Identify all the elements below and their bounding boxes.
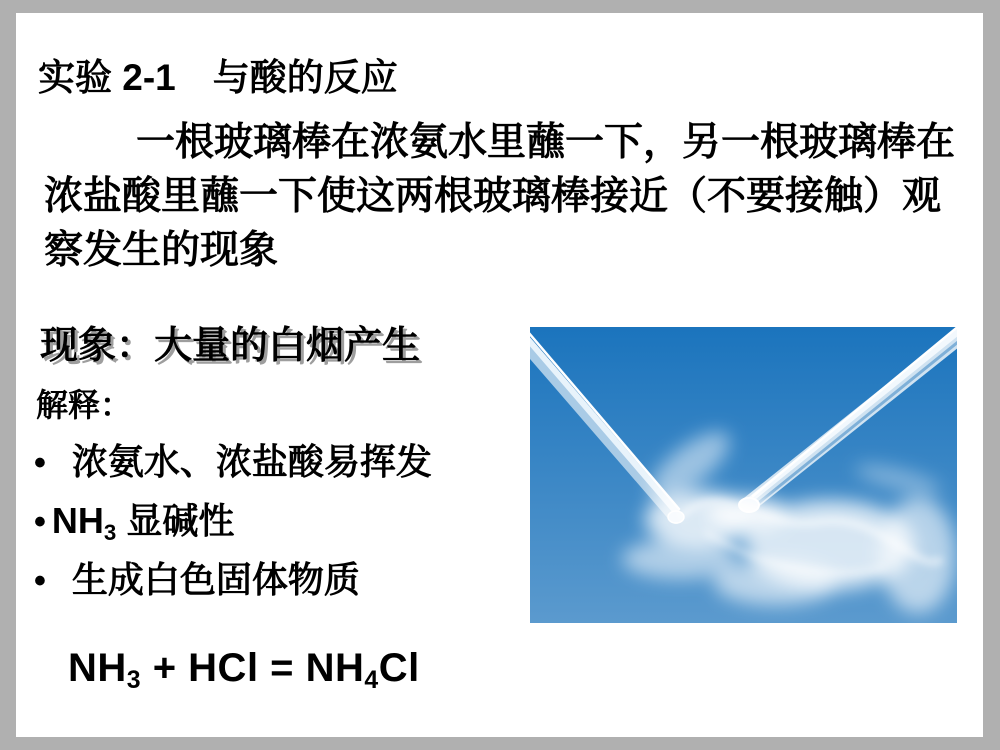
slide xyxy=(16,13,983,737)
equation-part: Cl xyxy=(378,646,420,690)
list-item xyxy=(34,441,432,483)
bullet-icon: • xyxy=(34,562,46,600)
description-line: 浓盐酸里蘸一下使这两根玻璃棒接近（不要接触）观 xyxy=(44,175,942,218)
list-item-text: 显碱性 xyxy=(116,500,235,541)
bullet-icon: • xyxy=(34,444,46,482)
slide-title: 实验 2-1 与酸的反应 xyxy=(38,57,398,98)
equation-subscript: 4 xyxy=(364,667,379,695)
explanation-label: 解释： xyxy=(36,387,133,423)
experiment-photo xyxy=(530,327,957,623)
equation-part: NH xyxy=(68,646,127,690)
formula-subscript: 3 xyxy=(103,519,117,545)
list-item xyxy=(34,559,360,601)
description-line: 察发生的现象 xyxy=(44,229,279,272)
equation-subscript: 3 xyxy=(126,667,142,695)
list-item-text: 生成白色固体物质 xyxy=(71,559,360,600)
list-item-text: 浓氨水、浓盐酸易挥发 xyxy=(71,441,432,482)
formula-prefix: NH xyxy=(51,500,104,541)
equation-part: + HCl = NH xyxy=(141,646,365,690)
description-line: 一根玻璃棒在浓氨水里蘸一下，另一根玻璃棒在 xyxy=(136,121,956,164)
phenomenon-text: 现象：大量的白烟产生 xyxy=(40,325,421,367)
chemical-equation xyxy=(68,645,420,695)
smoke-photo-illustration xyxy=(530,327,957,623)
list-item xyxy=(34,500,235,545)
bullet-icon: • xyxy=(34,503,46,541)
